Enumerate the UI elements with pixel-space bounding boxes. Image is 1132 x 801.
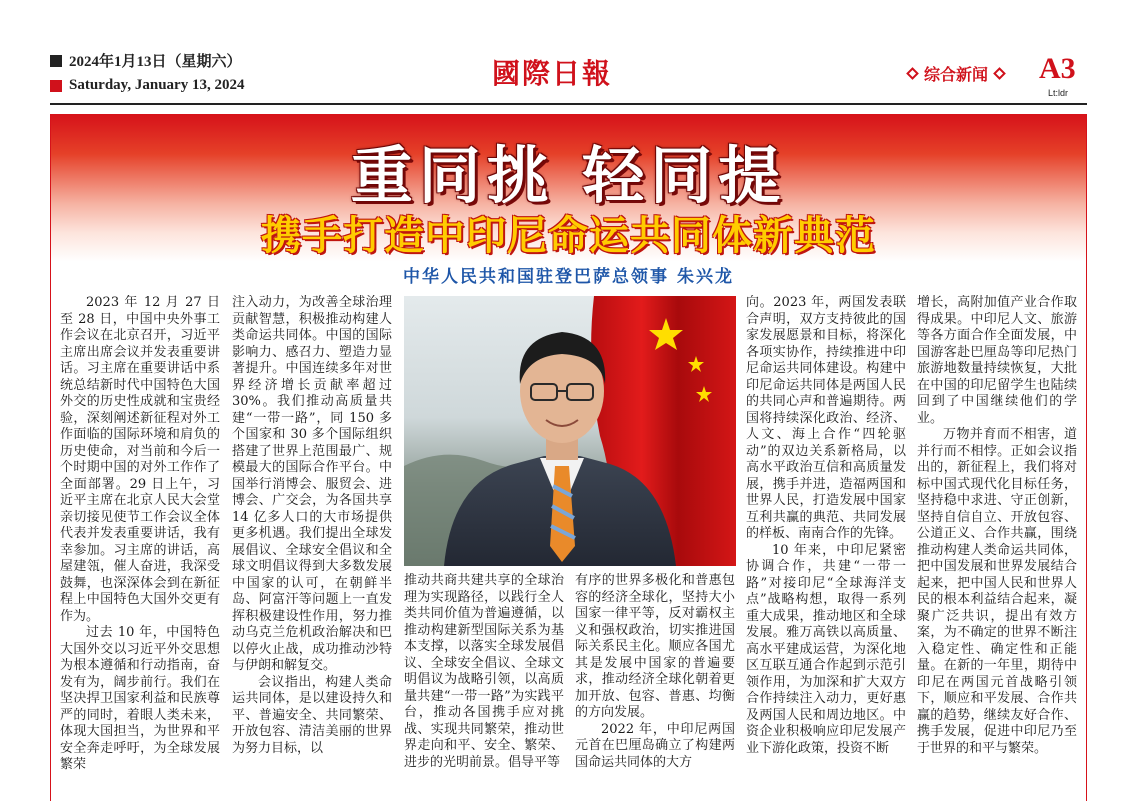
article-column-4	[575, 573, 735, 795]
author-photo	[404, 296, 736, 566]
paragraph: 万物并育而不相害，道并行而不相悖。正如会议指出的，新征程上，我们将对标中国式现代化目标任务，坚持稳中求进、守正创新，坚持自信自立、开放包容、公道正义、合作共赢，围绕推动构建人类命运共同体，把中国发展和世界发展结合起来，把中国人民和世界人民的根本利益结合起来，凝聚广泛共识，提出有效方案，为不确定的世界不断注入稳定性、确定性和正能量。在新的一年里，期待中印尼在两国元首战略引领下，顺应和平发展、合作共赢的趋势，继续友好合作、携手发展，促进中印尼乃至于世界的和平与繁荣。	[917, 427, 1077, 756]
masthead-rule	[50, 103, 1087, 105]
page-code: Lt:ldr	[1048, 88, 1069, 98]
paragraph: 增长，高附加值产业合作取得成果。中印尼人文、旅游等各方面合作全面发展，中国游客赴巴厘岛等印尼热门旅游地数量持续恢复，大批在中国的印尼留学生也陆续回到了中国继续他们的学业。	[917, 295, 1077, 426]
paragraph: 2023 年 12 月 27 日至 28 日，中国中央外事工作会议在北京召开，习近平主席出席会议并发表重要讲话。习主席在重要讲话中系统总结新时代中国特色大国外交的历史性成就和宝贵经验，深刻阐述新征程对外工作面临的国际环境和肩负的历史使命，对当前和今后一个时期中国的对外工作作了全面部署。29 日上午，习近平主席在北京人民大会堂亲切接见使节工作会议全体代表并发表重要讲话，我有幸参加。习主席的讲话，高屋建瓴，催人奋进，我深受鼓舞，也深深体会到在新征程上中国特色大国外交更有作为。	[60, 295, 220, 624]
paragraph: 注入动力，为改善全球治理贡献智慧，积极推动构建人类命运共同体。中国的国际影响力、感召力、塑造力显著提升。中国连续多年对世界经济增长贡献率超过 30%。我们推动高质量共建“一带一路”，同 150 多个国家和 30 多个国际组织搭建了世界上范围最广、规模最大的国际合作平台。中国举行消博会、服贸会、进博会、广交会，为各国共享 14 亿多人口的大市场提供更多机遇。我们提出全球发展倡议、全球安全倡议和全球文明倡议得到大多数发展中国家的认可，在朝鲜半岛、阿富汗等问题上一直发挥积极建设性作用，努力推动乌克兰危机政治解决和巴以停火止战，成功推动沙特与伊朗和解复交。	[232, 295, 392, 673]
subheadline: 携手打造中印尼命运共同体新典范	[261, 213, 876, 259]
article-column-6	[917, 295, 1077, 795]
date-chinese-text: 2024年1月13日（星期六）	[69, 54, 242, 70]
paragraph: 有序的世界多极化和普惠包容的经济全球化，坚持大小国家一律平等，反对霸权主义和强权政治，切实推进国际关系民主化。顺应各国尤其是发展中国家的普遍要求，推动经济全球化朝着更加开放、包容、普惠、均衡的方向发展。	[575, 573, 735, 720]
page-number: A3	[1039, 52, 1076, 85]
paragraph: 向。2023 年，两国发表联合声明，双方支持彼此的国家发展愿景和目标，将深化各项实协作，持续推进中印尼命运共同体建设。构建中印尼命运共同体是两国人民的共同心声和普遍期待。两国将持续深化政治、经济、人文、海上合作“四轮驱动”的双边关系新格局，以高水平政治互信和高质量发展，携手并进，造福两国和世界人民，打造发展中国家互利共赢的典范、共同发展的样板、南南合作的先锋。	[746, 295, 906, 541]
date-english-text: Saturday, January 13, 2024	[69, 77, 245, 93]
newspaper-logo: 國際日報	[492, 57, 613, 90]
byline: 中华人民共和国驻登巴萨总领事 朱兴龙	[403, 267, 734, 287]
square-bullet-icon	[50, 55, 62, 67]
masthead	[0, 0, 1132, 112]
portrait-with-flag-illustration	[404, 296, 736, 566]
section-name: 综合新闻	[924, 65, 989, 84]
date-chinese	[50, 50, 242, 71]
section-label	[901, 62, 1011, 85]
date-english	[50, 77, 244, 94]
square-bullet-icon	[50, 80, 62, 92]
paragraph: 10 年来，中印尼紧密协调合作，共建“一带一路”对接印尼“全球海洋支点”战略构想，取得一系列重大成果，推动地区和全球发展。雅万高铁以高质量、高水平建成运营，为深化地区互联互通合作起到示范引领作用，为加深和扩大双方合作持续注入动力，更好惠及两国人民和周边地区。中资企业积极响应印尼发展产业下游化政策，投资不断	[746, 542, 906, 756]
paragraph: 2022 年，中印尼两国元首在巴厘岛确立了构建两国命运共同体的大方	[575, 721, 735, 770]
article-column-1	[60, 295, 220, 795]
diamond-icon	[906, 67, 919, 80]
article-column-5	[746, 295, 906, 795]
article-column-2	[232, 295, 392, 795]
paragraph: 会议指出，构建人类命运共同体，是以建设持久和平、普遍安全、共同繁荣、开放包容、清洁美丽的世界为努力目标，以	[232, 674, 392, 756]
paragraph: 推动共商共建共享的全球治理为实现路径，以践行全人类共同价值为普遍遵循，以推动构建新型国际关系为基本支撑，以落实全球发展倡议、全球安全倡议、全球文明倡议为战略引领，以高质量共建“一带一路”为实践平台，推动各国携手应对挑战、实现共同繁荣，推动世界走向和平、安全、繁荣、进步的光明前景。倡导平等	[404, 573, 564, 770]
headline: 重同挑 轻同提	[350, 139, 787, 212]
article-column-3	[404, 573, 564, 795]
diamond-icon	[993, 67, 1006, 80]
paragraph: 过去 10 年，中国特色大国外交以习近平外交思想为根本遵循和行动指南，奋发有为，阔步前行。我们在坚决捍卫国家利益和民族尊严的同时，着眼人类未来，体现大国担当，为世界和平安全奔走呼吁，为全球发展繁荣	[60, 625, 220, 772]
